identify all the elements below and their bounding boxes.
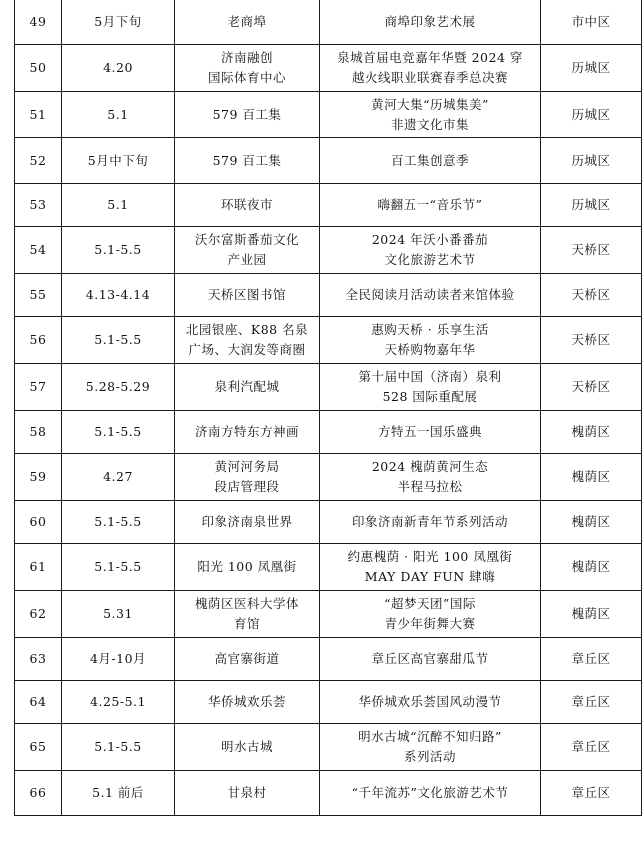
venue-cell-line: 天桥区图书馆 xyxy=(207,287,286,302)
event-name-cell-line: 半程马拉松 xyxy=(397,479,463,494)
table-row xyxy=(15,92,642,138)
date-cell: 5.1 xyxy=(62,184,175,227)
table-row xyxy=(15,184,642,227)
event-name-cell xyxy=(320,0,541,45)
date-cell: 5月下旬 xyxy=(62,0,175,45)
venue-cell-line: 沃尔富斯番茄文化 xyxy=(194,232,299,247)
event-name-cell-line: 天桥购物嘉年华 xyxy=(384,342,476,357)
event-name-cell-line: 越火线职业联赛春季总决赛 xyxy=(351,70,508,85)
event-name-cell xyxy=(320,317,541,364)
table-row xyxy=(15,227,642,274)
row-number-cell: 54 xyxy=(15,227,62,274)
row-number-cell: 63 xyxy=(15,638,62,681)
row-number-cell: 53 xyxy=(15,184,62,227)
event-name-cell-line: 系列活动 xyxy=(403,749,456,764)
venue-cell xyxy=(175,138,320,184)
venue-cell-line: 环联夜市 xyxy=(220,197,273,212)
event-name-cell-line: 非遗文化市集 xyxy=(390,116,469,132)
venue-cell-line: 育馆 xyxy=(233,616,260,631)
events-table-body xyxy=(15,0,642,816)
date-cell: 5.1-5.5 xyxy=(62,227,175,274)
event-name-cell xyxy=(320,681,541,724)
district-cell: 天桥区 xyxy=(541,227,642,274)
event-name-cell-line: 泉城首届电竞嘉年华暨 2024 穿 xyxy=(337,50,523,65)
table-row xyxy=(15,544,642,591)
table-row xyxy=(15,724,642,771)
event-name-cell-line: 华侨城欢乐荟国风动漫节 xyxy=(358,694,502,709)
event-name-cell-line: 惠购天桥 · 乐享生活 xyxy=(371,322,489,337)
event-name-cell-line: 黄河大集“历城集美” xyxy=(371,96,489,112)
venue-cell-line: 北园银座、K88 名泉 xyxy=(185,322,309,337)
event-name-cell xyxy=(320,501,541,544)
venue-cell xyxy=(175,591,320,638)
district-cell: 槐荫区 xyxy=(541,454,642,501)
district-cell: 天桥区 xyxy=(541,364,642,411)
date-cell: 5.1 xyxy=(62,92,175,138)
date-cell: 5月中下旬 xyxy=(62,138,175,184)
date-cell: 5.1-5.5 xyxy=(62,317,175,364)
venue-cell xyxy=(175,184,320,227)
venue-cell-line: 老商埠 xyxy=(227,13,267,29)
district-cell: 槐荫区 xyxy=(541,501,642,544)
row-number-cell: 57 xyxy=(15,364,62,411)
event-name-cell-line: 明水古城“沉醉不知归路” xyxy=(358,729,502,744)
district-cell: 槐荫区 xyxy=(541,544,642,591)
event-name-cell-line: 2024 年沃小番番茄 xyxy=(371,232,489,247)
district-cell: 历城区 xyxy=(541,138,642,184)
row-number-cell: 66 xyxy=(15,771,62,816)
event-name-cell-line: 2024 槐荫黄河生态 xyxy=(371,459,489,474)
date-cell: 4.13-4.14 xyxy=(62,274,175,317)
venue-cell xyxy=(175,454,320,501)
district-cell: 槐荫区 xyxy=(541,411,642,454)
event-name-cell xyxy=(320,454,541,501)
date-cell: 4.20 xyxy=(62,45,175,92)
event-name-cell xyxy=(320,591,541,638)
row-number-cell: 60 xyxy=(15,501,62,544)
venue-cell xyxy=(175,501,320,544)
event-name-cell xyxy=(320,92,541,138)
table-row xyxy=(15,274,642,317)
venue-cell xyxy=(175,724,320,771)
table-row xyxy=(15,0,642,45)
venue-cell xyxy=(175,638,320,681)
event-name-cell xyxy=(320,45,541,92)
district-cell: 天桥区 xyxy=(541,317,642,364)
date-cell: 5.1-5.5 xyxy=(62,544,175,591)
district-cell: 章丘区 xyxy=(541,638,642,681)
table-row xyxy=(15,638,642,681)
table-row xyxy=(15,317,642,364)
venue-cell-line: 华侨城欢乐荟 xyxy=(207,694,286,709)
row-number-cell: 56 xyxy=(15,317,62,364)
event-name-cell xyxy=(320,227,541,274)
date-cell: 5.1-5.5 xyxy=(62,724,175,771)
event-name-cell-line: “千年流苏”文化旅游艺术节 xyxy=(351,785,509,800)
event-name-cell xyxy=(320,638,541,681)
district-cell: 历城区 xyxy=(541,45,642,92)
event-name-cell xyxy=(320,771,541,816)
venue-cell-line: 槐荫区医科大学体 xyxy=(194,596,299,611)
row-number-cell: 62 xyxy=(15,591,62,638)
row-number-cell: 65 xyxy=(15,724,62,771)
venue-cell xyxy=(175,411,320,454)
venue-cell xyxy=(175,681,320,724)
venue-cell-line: 黄河河务局 xyxy=(214,459,280,474)
venue-cell-line: 579 百工集 xyxy=(212,152,282,168)
venue-cell xyxy=(175,771,320,816)
event-name-cell xyxy=(320,364,541,411)
events-table xyxy=(14,0,642,816)
district-cell: 历城区 xyxy=(541,92,642,138)
table-row xyxy=(15,771,642,816)
row-number-cell: 50 xyxy=(15,45,62,92)
event-name-cell-line: 百工集创意季 xyxy=(390,152,469,168)
table-row xyxy=(15,364,642,411)
venue-cell xyxy=(175,227,320,274)
event-name-cell-line: 章丘区高官寨甜瓜节 xyxy=(371,651,489,666)
event-name-cell-line: 第十届中国（济南）泉利 xyxy=(358,369,502,384)
event-name-cell xyxy=(320,724,541,771)
table-row xyxy=(15,591,642,638)
event-name-cell xyxy=(320,138,541,184)
row-number-cell: 64 xyxy=(15,681,62,724)
venue-cell xyxy=(175,45,320,92)
date-cell: 5.31 xyxy=(62,591,175,638)
venue-cell-line: 明水古城 xyxy=(220,739,273,754)
event-name-cell-line: MAY DAY FUN 肆嗨 xyxy=(364,569,496,584)
row-number-cell: 58 xyxy=(15,411,62,454)
table-row xyxy=(15,138,642,184)
event-name-cell xyxy=(320,184,541,227)
district-cell: 章丘区 xyxy=(541,771,642,816)
district-cell: 市中区 xyxy=(541,0,642,45)
event-name-cell-line: “超梦天团”国际 xyxy=(384,596,476,611)
district-cell: 章丘区 xyxy=(541,681,642,724)
date-cell: 5.1 前后 xyxy=(62,771,175,816)
venue-cell-line: 段店管理段 xyxy=(214,479,280,494)
row-number-cell: 55 xyxy=(15,274,62,317)
date-cell: 4.25-5.1 xyxy=(62,681,175,724)
row-number-cell: 52 xyxy=(15,138,62,184)
venue-cell xyxy=(175,0,320,45)
venue-cell-line: 济南方特东方神画 xyxy=(194,424,299,439)
table-row xyxy=(15,681,642,724)
row-number-cell: 51 xyxy=(15,92,62,138)
row-number-cell: 49 xyxy=(15,0,62,45)
venue-cell-line: 甘泉村 xyxy=(227,785,267,800)
event-name-cell-line: 方特五一国乐盛典 xyxy=(377,424,482,439)
event-name-cell xyxy=(320,411,541,454)
row-number-cell: 59 xyxy=(15,454,62,501)
event-name-cell-line: 青少年街舞大赛 xyxy=(384,616,476,631)
date-cell: 5.1-5.5 xyxy=(62,411,175,454)
table-row xyxy=(15,454,642,501)
venue-cell xyxy=(175,317,320,364)
venue-cell-line: 579 百工集 xyxy=(212,106,282,122)
district-cell: 历城区 xyxy=(541,184,642,227)
event-name-cell-line: 印象济南新青年节系列活动 xyxy=(351,514,508,529)
event-name-cell-line: 嗨翻五一“音乐节” xyxy=(377,197,483,212)
date-cell: 4月-10月 xyxy=(62,638,175,681)
district-cell: 章丘区 xyxy=(541,724,642,771)
row-number-cell: 61 xyxy=(15,544,62,591)
table-row xyxy=(15,45,642,92)
venue-cell xyxy=(175,274,320,317)
venue-cell-line: 广场、大润发等商圈 xyxy=(188,342,306,357)
venue-cell-line: 高官寨街道 xyxy=(214,651,280,666)
date-cell: 5.1-5.5 xyxy=(62,501,175,544)
table-row xyxy=(15,411,642,454)
venue-cell-line: 济南融创 xyxy=(220,50,273,65)
table-row xyxy=(15,501,642,544)
venue-cell-line: 产业园 xyxy=(227,252,267,267)
district-cell: 槐荫区 xyxy=(541,591,642,638)
venue-cell xyxy=(175,92,320,138)
venue-cell-line: 阳光 100 凤凰街 xyxy=(197,559,297,574)
event-name-cell-line: 文化旅游艺术节 xyxy=(384,252,476,267)
venue-cell-line: 国际体育中心 xyxy=(207,70,286,85)
event-name-cell-line: 528 国际重配展 xyxy=(382,389,478,404)
date-cell: 4.27 xyxy=(62,454,175,501)
event-name-cell xyxy=(320,274,541,317)
event-name-cell-line: 商埠印象艺术展 xyxy=(384,13,476,29)
venue-cell-line: 泉利汽配城 xyxy=(214,379,280,394)
district-cell: 天桥区 xyxy=(541,274,642,317)
date-cell: 5.28-5.29 xyxy=(62,364,175,411)
event-name-cell xyxy=(320,544,541,591)
venue-cell xyxy=(175,364,320,411)
venue-cell xyxy=(175,544,320,591)
event-name-cell-line: 约惠槐荫 · 阳光 100 凤凰街 xyxy=(347,549,513,564)
venue-cell-line: 印象济南泉世界 xyxy=(201,514,293,529)
event-name-cell-line: 全民阅读月活动读者来馆体验 xyxy=(345,287,515,302)
